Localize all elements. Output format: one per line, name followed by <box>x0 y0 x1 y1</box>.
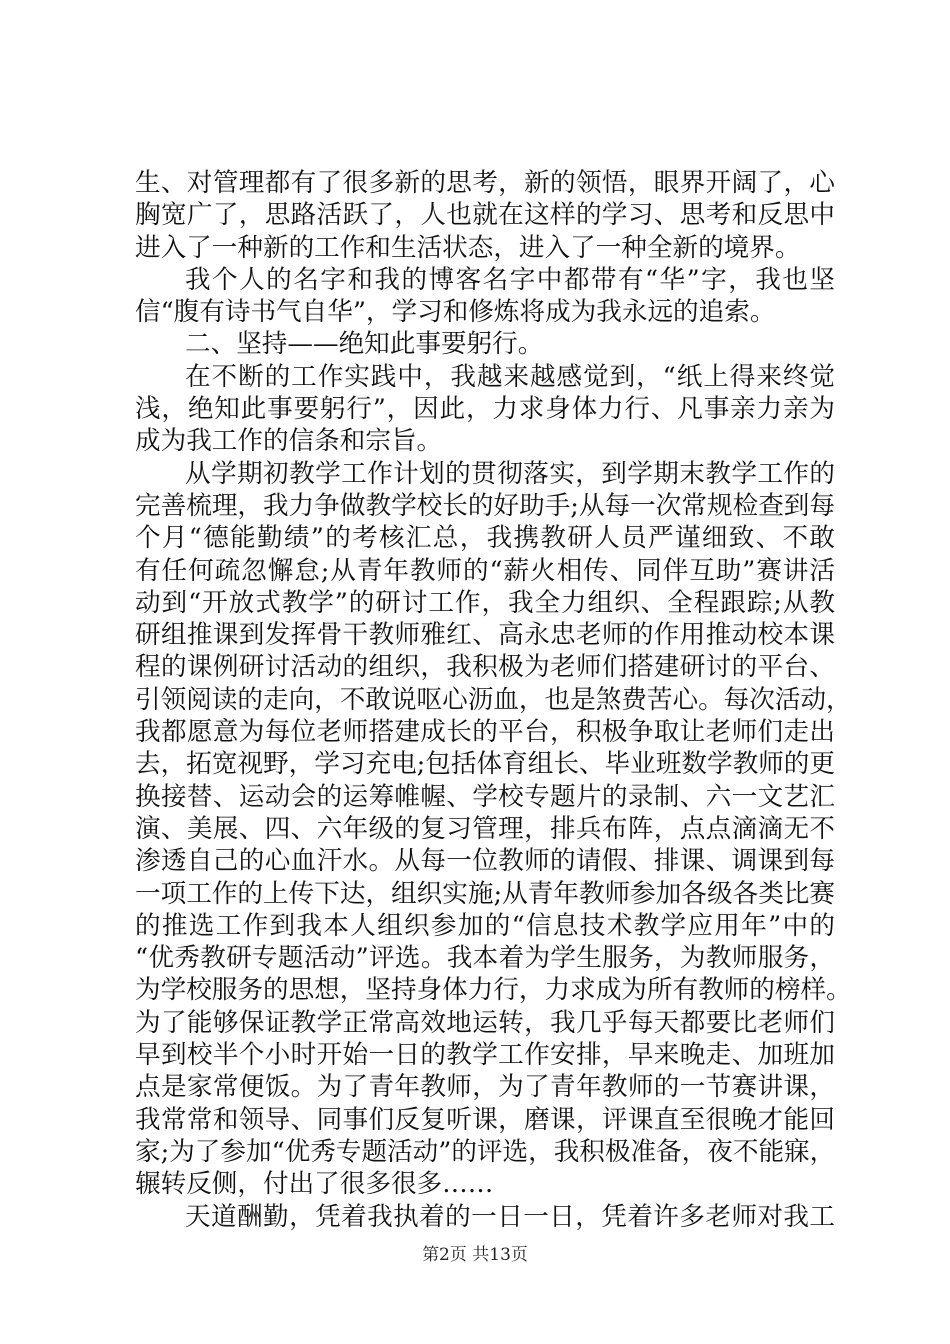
text-line: 点是家常便饭。为了青年教师，为了青年教师的一节赛讲课， <box>135 1072 835 1103</box>
text-line: 引领阅读的走向，不敢说呕心沥血，也是煞费苦心。每次活动， <box>135 684 852 715</box>
text-line: 完善梳理，我力争做教学校长的好助手;从每一次常规检查到每 <box>135 490 835 521</box>
page-number-footer: 第2页 共13页 <box>422 1245 528 1265</box>
text-line: 成为我工作的信条和宗旨。 <box>135 426 443 457</box>
text-line: 胸宽广了，思路活跃了，人也就在这样的学习、思考和反思中 <box>135 200 835 231</box>
text-line: 信“腹有诗书气自华”，学习和修炼将成为我永远的追索。 <box>135 297 776 328</box>
text-line: 的推选工作到我本人组织参加的“信息技术教学应用年”中的 <box>135 910 835 941</box>
text-line: 渗透自己的心血汗水。从每一位教师的请假、排课、调课到每 <box>135 846 835 877</box>
text-line: 有任何疏忽懈怠;从青年教师的“薪火相传、同伴互助”赛讲活 <box>135 555 835 586</box>
text-line: 生、对管理都有了很多新的思考，新的领悟，眼界开阔了，心 <box>135 168 835 198</box>
text-line: “优秀教研专题活动”评选。我本着为学生服务，为教师服务， <box>135 943 835 974</box>
text-line: 在不断的工作实践中，我越来越感觉到，“纸上得来终觉 <box>185 361 835 392</box>
text-line: 早到校半个小时开始一日的教学工作安排，早来晚走、加班加 <box>135 1040 835 1071</box>
text-line: 从学期初教学工作计划的贯彻落实，到学期末教学工作的 <box>185 458 835 489</box>
text-line: 演、美展、四、六年级的复习管理，排兵布阵，点点滴滴无不 <box>135 813 835 844</box>
section-heading: 二、坚持——绝知此事要躬行。 <box>185 329 544 360</box>
text-line: 程的课例研讨活动的组织，我积极为老师们搭建研讨的平台、 <box>135 652 835 683</box>
text-line: 家;为了参加“优秀专题活动”的评选，我积极准备，夜不能寐， <box>135 1136 836 1167</box>
text-line: 研组推课到发挥骨干教师雅红、高永忠老师的作用推动校本课 <box>135 620 835 651</box>
text-line: 一项工作的上传下达，组织实施;从青年教师参加各级各类比赛 <box>135 878 835 909</box>
text-line: 动到“开放式教学”的研讨工作，我全力组织、全程跟踪;从教 <box>135 587 835 618</box>
text-line: 我个人的名字和我的博客名字中都带有“华”字，我也坚 <box>185 264 835 295</box>
text-line: 我都愿意为每位老师搭建成长的平台，积极争取让老师们走出 <box>135 717 835 748</box>
text-line: 浅，绝知此事要躬行”，因此，力求身体力行、凡事亲力亲为 <box>135 394 835 425</box>
text-line: 为了能够保证教学正常高效地运转，我几乎每天都要比老师们 <box>135 1007 835 1038</box>
text-line: 辗转反侧，付出了很多很多…… <box>135 1169 494 1200</box>
text-line: 天道酬勤，凭着我执着的一日一日，凭着许多老师对我工 <box>185 1201 835 1232</box>
text-line: 换接替、运动会的运筹帷幄、学校专题片的录制、六一文艺汇 <box>135 781 835 812</box>
text-line: 为学校服务的思想，坚持身体力行，力求成为所有教师的榜样。 <box>135 975 852 1006</box>
text-line: 去，拓宽视野，学习充电;包括体育组长、毕业班数学教师的更 <box>135 749 835 780</box>
text-line: 个月“德能勤绩”的考核汇总，我携教研人员严谨细致、不敢 <box>135 523 835 554</box>
text-line: 我常常和领导、同事们反复听课，磨课，评课直至很晚才能回 <box>135 1104 835 1135</box>
document-body <box>135 167 852 1233</box>
text-line: 进入了一种新的工作和生活状态，进入了一种全新的境界。 <box>135 232 801 263</box>
